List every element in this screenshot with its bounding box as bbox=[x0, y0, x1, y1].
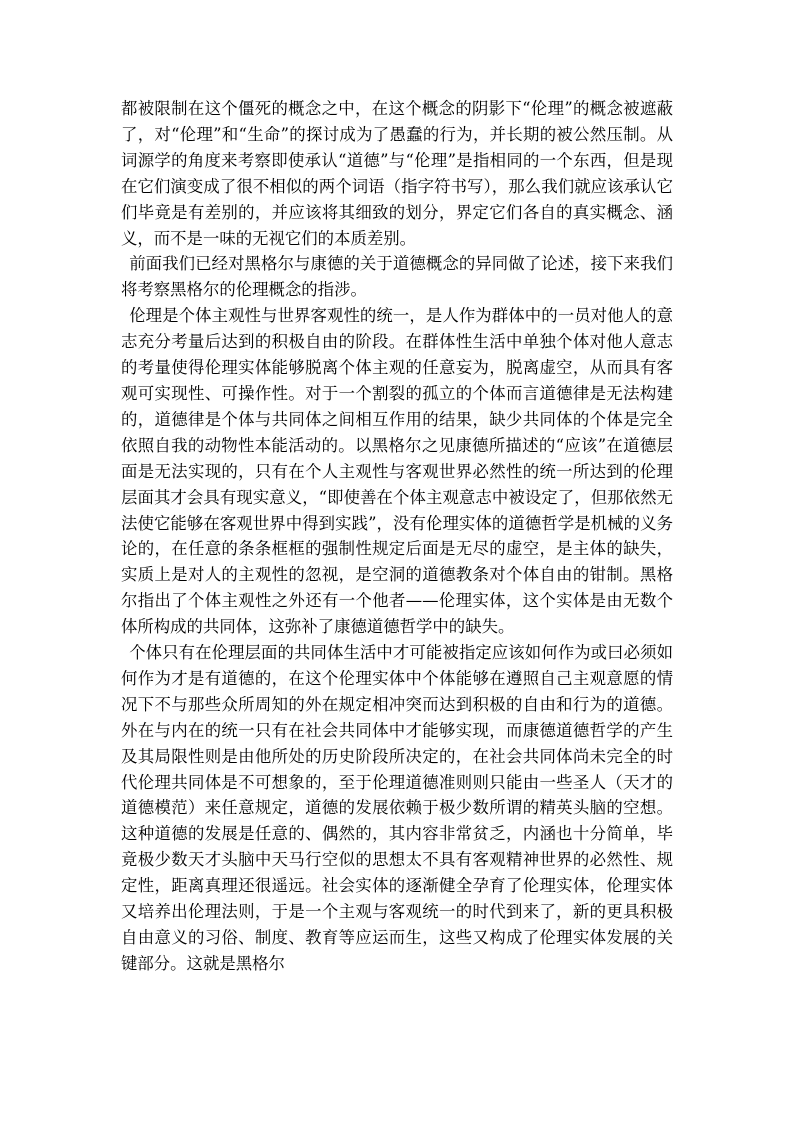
paragraph-4: 个体只有在伦理层面的共同体生活中才可能被指定应该如何作为或曰必须如何作为才是有道德的，在这个伦理实体中个体能够在遵照自己主观意愿的情况下不与那些众所周知的外在规定相冲突而达到积极的自由和行为的道德。外在与内在的统一只有在社会共同体中才能够实现，而康德道德哲学的产生及其局限性则是由他所处的历史阶段所决定的，在社会共同体尚未完全的时代伦理共同体是不可想象的，至于伦理道德准则则只能由一些圣人（天才的道德模范）来任意规定，道德的发展依赖于极少数所谓的精英头脑的空想。这种道德的发展是任意的、偶然的，其内容非常贫乏，内涵也十分简单，毕竟极少数天才头脑中天马行空似的思想太不具有客观精神世界的必然性、规定性，距离真理还很遥远。社会实体的逐渐健全孕育了伦理实体，伦理实体又培养出伦理法则，于是一个主观与客观统一的时代到来了，新的更具积极自由意义的习俗、制度、教育等应运而生，这些又构成了伦理实体发展的关键部分。这就是黑格尔 bbox=[121, 643, 673, 973]
paragraph-3: 伦理是个体主观性与世界客观性的统一，是人作为群体中的一员对他人的意志充分考量后达到的积极自由的阶段。在群体性生活中单独个体对他人意志的考量使得伦理实体能够脱离个体主观的任意妄为，脱离虚空，从而具有客观可实现性、可操作性。对于一个割裂的孤立的个体而言道德律是无法构建的，道德律是个体与共同体之间相互作用的结果，缺少共同体的个体是完全依照自我的动物性本能活动的。以黑格尔之见康德所描述的“应该”在道德层面是无法实现的，只有在个人主观性与客观世界必然性的统一所达到的伦理层面其才会具有现实意义，“即使善在个体主观意志中被设定了，但那依然无法使它能够在客观世界中得到实践”，没有伦理实体的道德哲学是机械的义务论的，在任意的条条框框的强制性规定后面是无尽的虚空，是主体的缺失，实质上是对人的主观性的忽视，是空洞的道德教条对个体自由的钳制。黑格尔指出了个体主观性之外还有一个他者——伦理实体，这个实体是由无数个体所构成的共同体，这弥补了康德道德哲学中的缺失。 bbox=[121, 306, 673, 637]
paragraph-1: 都被限制在这个僵死的概念之中，在这个概念的阴影下“伦理”的概念被遮蔽了，对“伦理”和“生命”的探讨成为了愚蠢的行为，并长期的被公然压制。从词源学的角度来考察即使承认“道德”与“伦理”是指相同的一个东西，但是现在它们演变成了很不相似的两个词语（指字符书写），那么我们就应该承认它们毕竟是有差别的，并应该将其细致的划分，界定它们各自的真实概念、涵义，而不是一味的无视它们的本质差别。 bbox=[121, 99, 673, 248]
paragraph-2: 前面我们已经对黑格尔与康德的关于道德概念的异同做了论述，接下来我们将考察黑格尔的伦理概念的指涉。 bbox=[121, 254, 673, 300]
document-page bbox=[121, 96, 673, 977]
